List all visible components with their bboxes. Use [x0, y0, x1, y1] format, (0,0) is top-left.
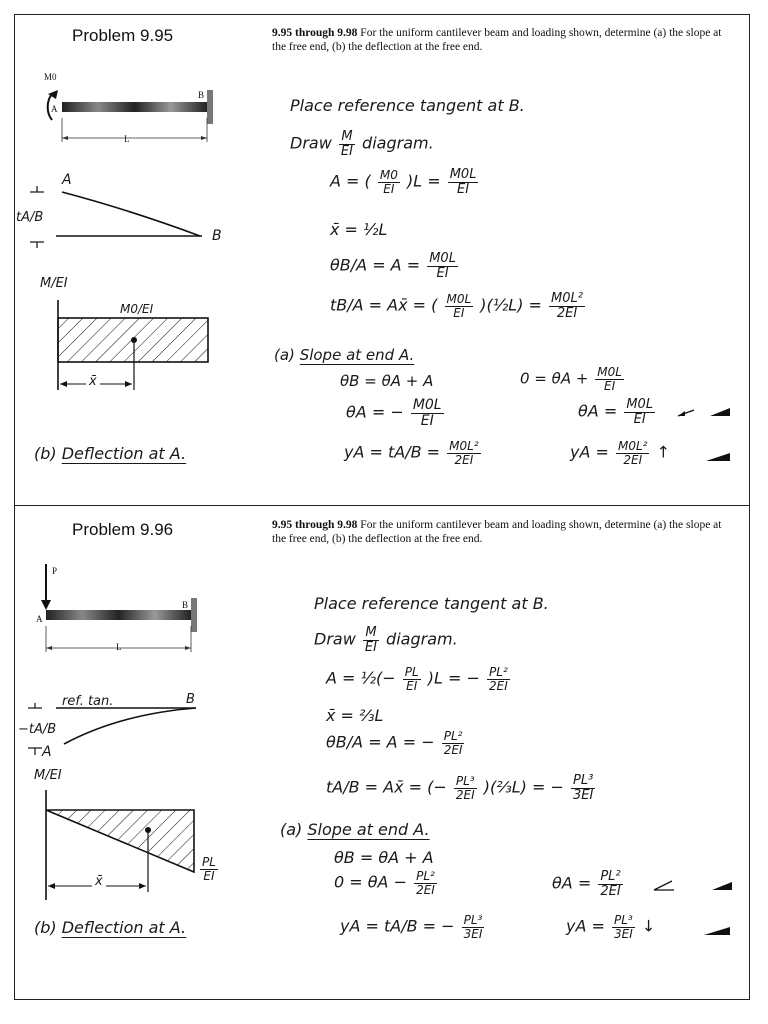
- part-b-equation: yA = tA/B = − $\frac{\text{PL³}}{3EI}$: [340, 913, 483, 941]
- elastic-curve: [64, 708, 196, 744]
- part-a-equation-1: θB = θA + A: [334, 848, 434, 867]
- tangent-deviation-label: tA/B: [16, 210, 44, 225]
- cantilever-beam-figure-1: [30, 68, 230, 152]
- beam-body: [62, 102, 207, 112]
- m-ei-diagram-1: [44, 300, 224, 400]
- tangent-deviation-label: −tA/B: [18, 722, 57, 737]
- statement-text: For the uniform cantilever beam and loading shown, determine (a) the slope at the free end, (b) the deflection at the free end.: [272, 27, 722, 53]
- elastic-curve: [62, 192, 200, 236]
- step-reference-tangent: Place reference tangent at B.: [314, 594, 549, 613]
- part-a-equation-1: θB = θA + A: [340, 372, 434, 390]
- beam-body: [46, 610, 191, 620]
- curve-point-a: A: [42, 744, 52, 760]
- step-centroid: x̄ = ⅔L: [326, 706, 384, 725]
- fixed-support: [191, 598, 197, 632]
- step-area: A = ( $\frac{M0}{EI}$ )L = $\frac{M0L}{EI}$: [330, 167, 477, 197]
- tangent-deviation-sketch-1: [20, 170, 220, 250]
- step-area: A = ½(− $\frac{PL}{EI}$ )L = − $\frac{\text{PL²}}{2EI}$: [326, 665, 508, 693]
- statement-text: For the uniform cantilever beam and loading shown, determine (a) the slope at the free end, (b) the deflection at the free end.: [272, 519, 722, 545]
- end-b-label: B: [198, 90, 205, 100]
- part-b-result: yA = $\frac{\text{PL³}}{3EI}$ ↓: [566, 913, 656, 941]
- ref-tangent-label: ref. tan.: [62, 694, 114, 709]
- step-theta-b-a: θB/A = A = $\frac{M0L}{EI}$: [330, 251, 456, 281]
- part-a-equation-3: θA = − $\frac{M0L}{EI}$: [346, 397, 442, 429]
- statement-range: 9.95 through 9.98: [272, 519, 358, 531]
- statement-range: 9.95 through 9.98: [272, 27, 358, 39]
- part-a-heading: (a) Slope at end A.: [274, 346, 415, 364]
- deflection-sign-icon-1: [704, 450, 736, 464]
- xbar-label: x̄: [92, 874, 106, 889]
- length-label: L: [124, 134, 130, 144]
- part-b-heading: (b) Deflection at A.: [34, 918, 187, 937]
- part-b-heading: (b) Deflection at A.: [34, 444, 187, 463]
- fixed-support: [207, 90, 213, 124]
- load-label: P: [52, 566, 58, 576]
- part-a-heading: (a) Slope at end A.: [280, 820, 430, 839]
- m-ei-axis-label: M/EI: [40, 276, 68, 291]
- cantilever-beam-figure-2: [30, 560, 230, 660]
- step-centroid: x̄ = ½L: [330, 220, 388, 239]
- step-draw-diagram: Draw $\frac{M}{EI}$ diagram.: [290, 129, 434, 159]
- m-ei-value-label: M0/EI: [120, 302, 154, 316]
- problem-9-96-title: Problem 9.96: [72, 520, 174, 539]
- part-a-result: θA = $\frac{M0L}{EI}$: [578, 397, 654, 427]
- curve-point-a: A: [62, 172, 72, 188]
- deflection-up-arrow: ↑: [656, 442, 670, 462]
- moment-label: M0: [44, 72, 57, 82]
- moment-triangle: [46, 810, 194, 872]
- part-a-equation-2: 0 = θA − $\frac{\text{PL²}}{2EI}$: [334, 869, 435, 897]
- curve-point-b: B: [186, 692, 195, 707]
- step-tangent-deviation: tA/B = Ax̄ = (− $\frac{\text{PL³}}{2EI}$ )(⅔L) = − $\frac{\text{PL³}}{3EI}$: [326, 773, 594, 803]
- xbar-label: x̄: [86, 374, 100, 389]
- step-reference-tangent: Place reference tangent at B.: [290, 96, 525, 115]
- part-b-result: yA = $\frac{\text{M0L²}}{2EI}$ ↑: [570, 439, 670, 467]
- part-b-equation: yA = tA/B = $\frac{\text{M0L²}}{2EI}$: [344, 439, 479, 467]
- end-b-label: B: [182, 600, 189, 610]
- part-a-equation-2: 0 = θA + $\frac{M0L}{EI}$: [520, 365, 622, 393]
- problem-9-95-title: Problem 9.95: [72, 26, 174, 45]
- part-a-result: θA = $\frac{\text{PL²}}{2EI}$: [552, 869, 621, 899]
- end-a-label: A: [51, 104, 58, 114]
- problem-9-96-statement: [272, 518, 734, 546]
- m-ei-value-label: $\frac{PL}{EI}$: [202, 855, 216, 883]
- m-ei-axis-label: M/EI: [34, 768, 62, 783]
- deflection-sign-icon-2: [702, 924, 736, 938]
- end-a-label: A: [36, 614, 43, 624]
- step-draw-diagram: Draw $\frac{M}{EI}$ diagram.: [314, 625, 458, 655]
- step-theta-b-a: θB/A = A = − $\frac{\text{PL²}}{2EI}$: [326, 729, 463, 757]
- m-ei-diagram-2: [40, 790, 230, 900]
- deflection-down-arrow: ↓: [641, 916, 656, 936]
- slope-sign-icon-2: [652, 878, 738, 894]
- problem-divider: [14, 505, 750, 506]
- curve-point-b: B: [212, 228, 222, 244]
- problem-9-95-statement: [272, 26, 734, 54]
- step-tangent-deviation: tB/A = Ax̄ = ( $\frac{M0L}{EI}$ )(½L) = $\frac{\text{M0L²}}{2EI}$: [330, 291, 583, 321]
- length-label: L: [116, 642, 122, 652]
- slope-sign-icon-1: [676, 404, 736, 420]
